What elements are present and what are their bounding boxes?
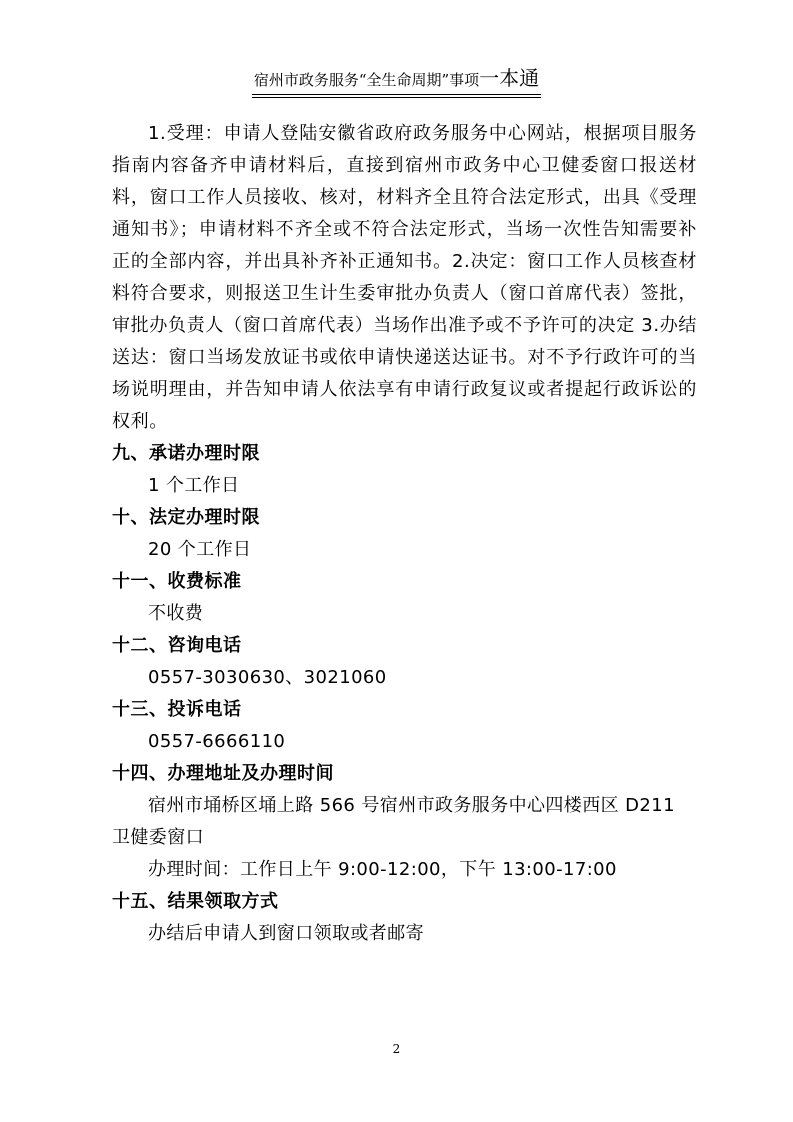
page-header [0, 62, 793, 95]
header-title [252, 62, 541, 95]
page-number: 2 [392, 1042, 401, 1056]
section-heading-14: 十四、办理地址及办理时间 [112, 763, 334, 784]
section-value-15: 办结后申请人到窗口领取或者邮寄 [148, 923, 424, 944]
section-address-14: 宿州市埇桥区埇上路 566 号宿州市政务服务中心四楼西区 D211 卫健委窗口 [112, 795, 675, 848]
section-value-13: 0557-6666110 [148, 731, 286, 752]
section-heading-15: 十五、结果领取方式 [112, 891, 279, 912]
section-value-12: 0557-3030630、3021060 [148, 667, 387, 688]
document-body [112, 118, 697, 950]
process-paragraph: 1.受理：申请人登陆安徽省政府政务服务中心网站，根据项目服务指南内容备齐申请材料后，直接到宿州市政务中心卫健委窗口报送材料，窗口工作人员接收、核对，材料齐全且符合法定形式，出具《受理通知书》；申请材料不齐全或不符合法定形式，当场一次性告知需要补正的全部内容，并出具补齐补正通知书。2.决定：窗口工作人员核查材料符合要求，则报送卫生计生委审批办负责人（窗口首席代表）签批，审批办负责人（窗口首席代表）当场作出准予或不予许可的决定 3.办结送达：窗口当场发放证书或依申请快递送达证书。对不予行政许可的当场说明理由，并告知申请人依法享有申请行政复议或者提起行政诉讼的权利。 [112, 123, 697, 432]
section-value-10: 20 个工作日 [148, 539, 252, 560]
header-suffix: 一本通 [479, 66, 540, 90]
section-heading-9: 九、承诺办理时限 [112, 443, 260, 464]
section-heading-13: 十三、投诉电话 [112, 699, 242, 720]
header-prefix: 宿州市政务服务“全生命周期”事项 [253, 71, 480, 89]
section-heading-12: 十二、咨询电话 [112, 635, 242, 656]
section-value-11: 不收费 [148, 603, 204, 624]
section-heading-11: 十一、收费标准 [112, 571, 242, 592]
section-heading-10: 十、法定办理时限 [112, 507, 260, 528]
section-value-9: 1 个工作日 [148, 475, 240, 496]
section-hours-14: 办理时间：工作日上午 9:00-12:00，下午 13:00-17:00 [148, 859, 617, 880]
